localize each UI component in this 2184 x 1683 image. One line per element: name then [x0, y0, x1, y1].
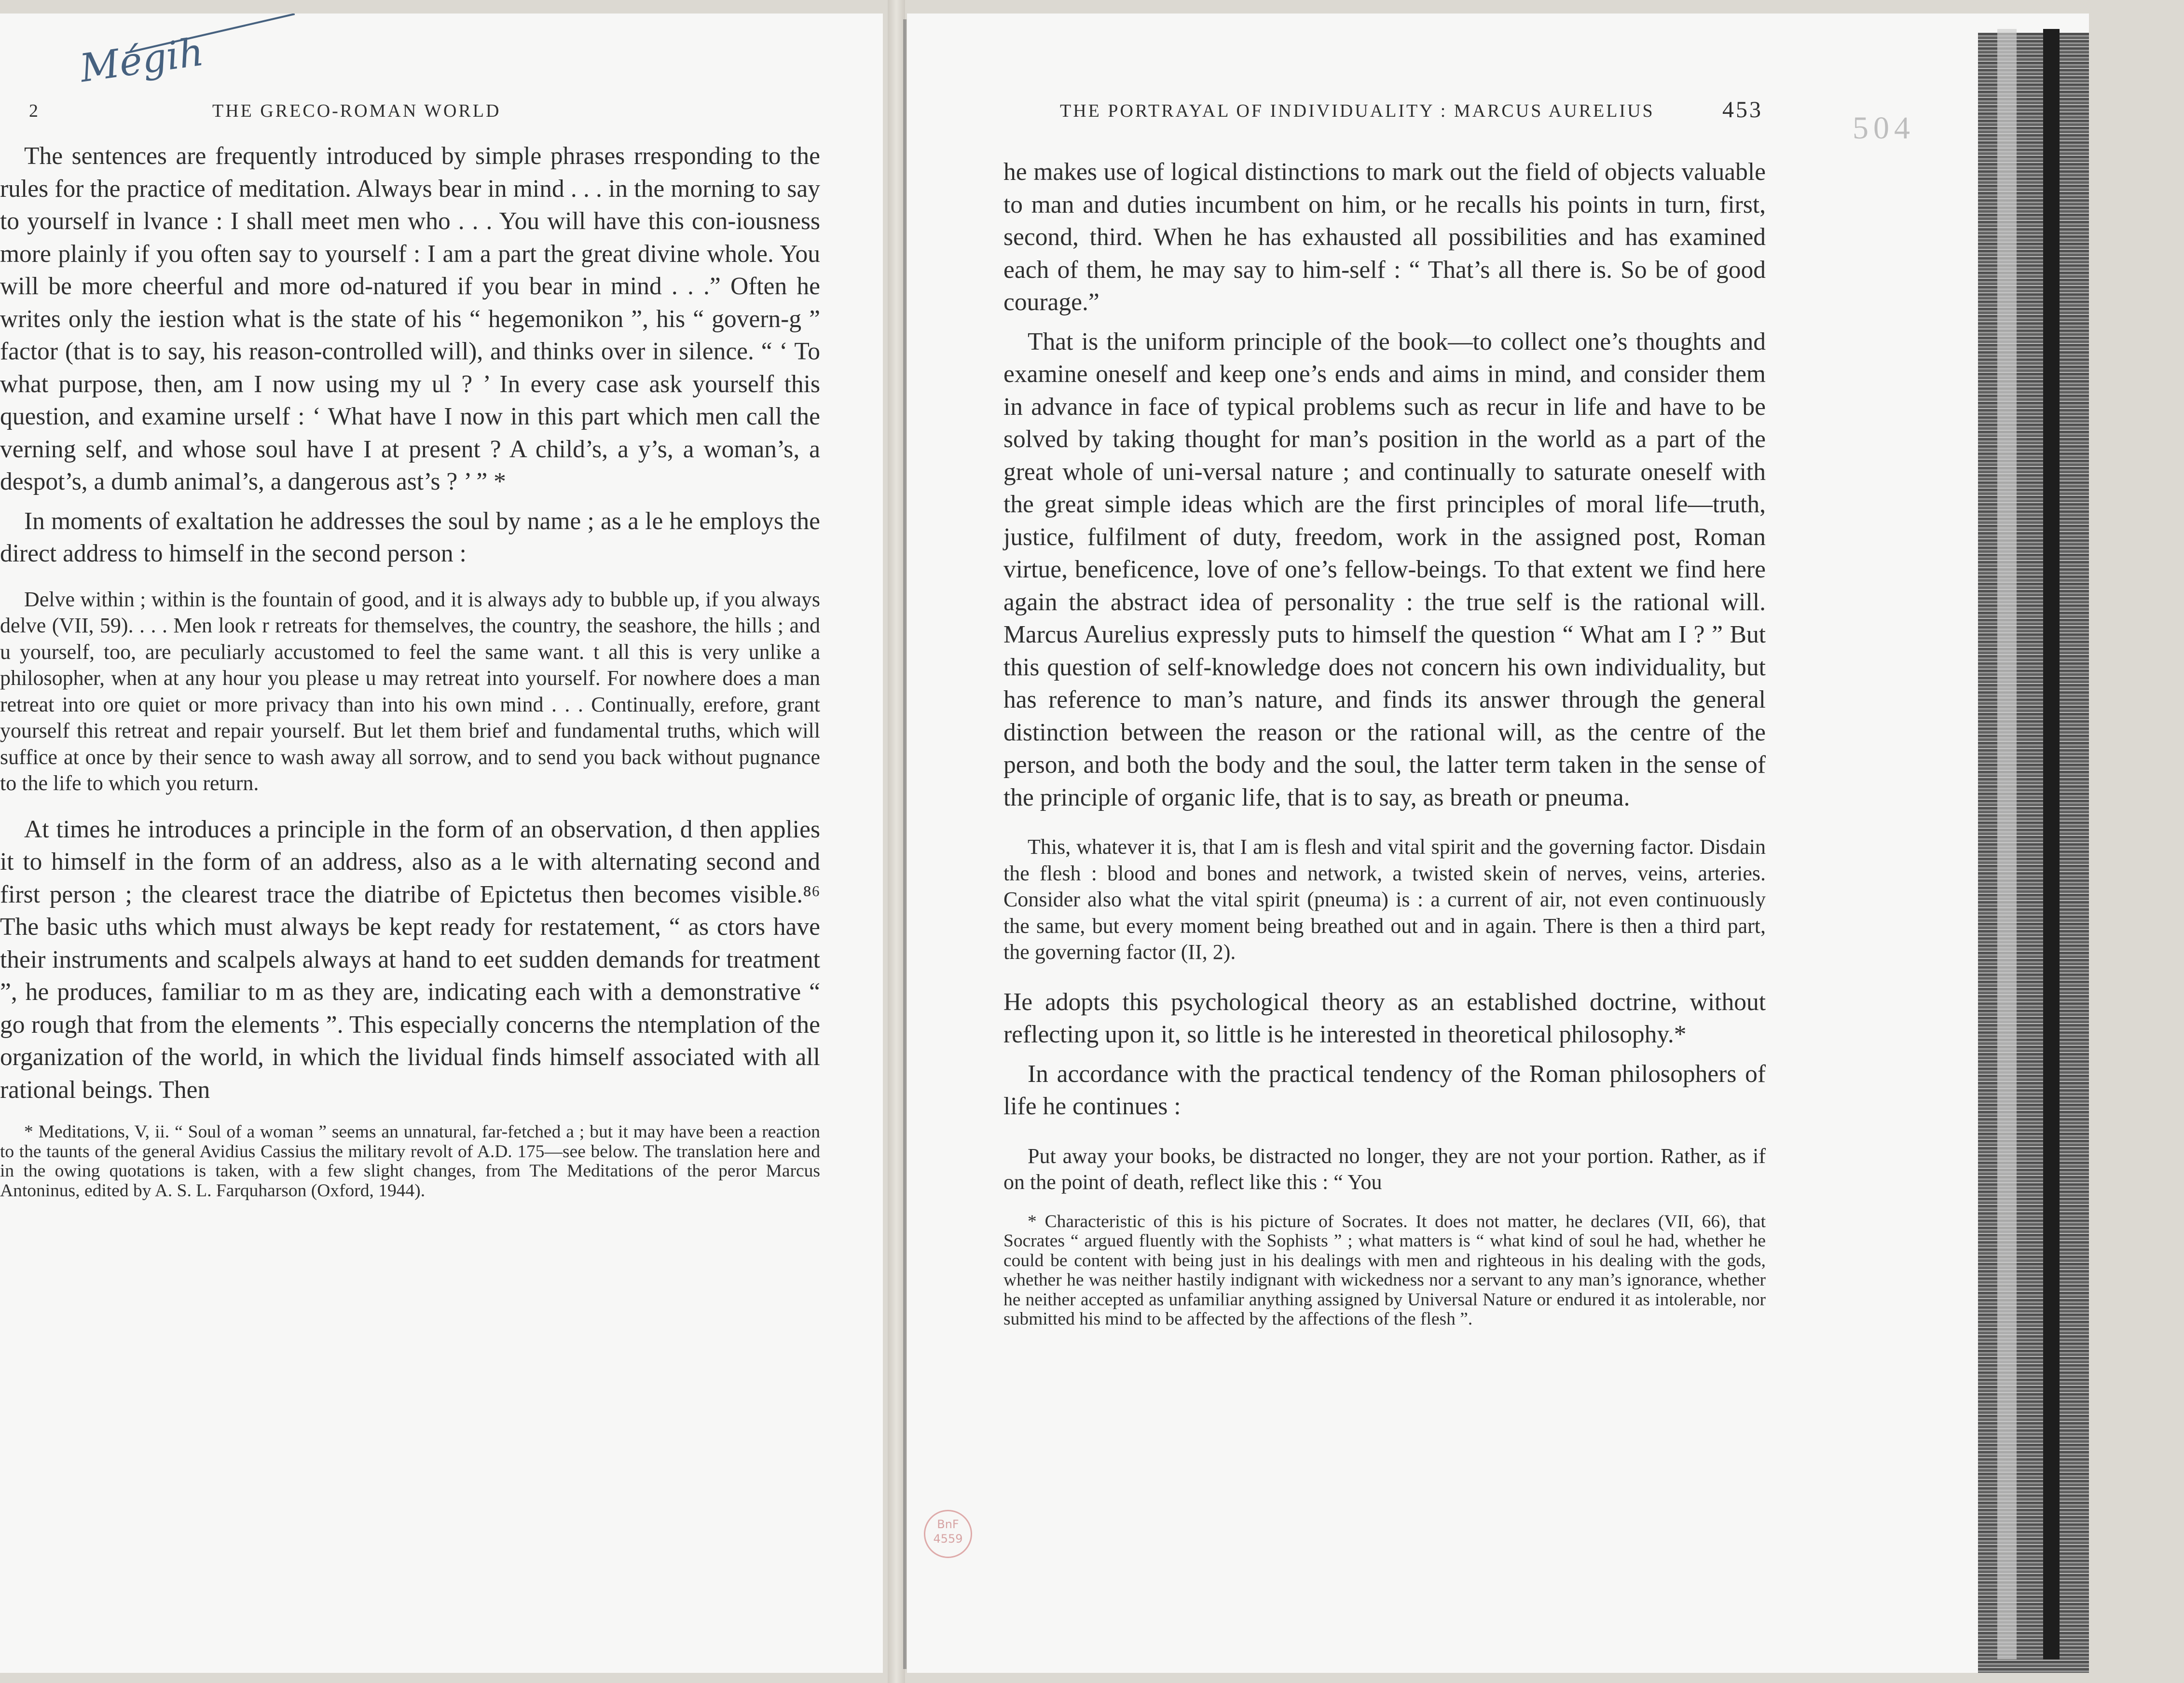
right-paragraph-1: he makes use of logical distinctions to mark out the field of objects valuable to man and duties incumbent on him, or he recalls his points in turn, first, second, third. When he has exhausted all possibilities and has examined each of them, he may say to him-self : “ That’s all there is. So be of good courage.” [1003, 158, 1766, 316]
library-stamp: BnF 4559 [924, 1510, 972, 1558]
scanned-edge-band [1978, 33, 2089, 1673]
right-paragraph-4: In accordance with the practical tendency of the Roman philosophers of life he continues : [1003, 1060, 1766, 1120]
stamped-folio-number: 504 [1853, 110, 1915, 146]
left-footnote: * Meditations, V, ii. “ Soul of a woman ” seems an unnatural, far-fetched a ; but it may have been a reaction to the taunts of the general Avidius Cassius the military revolt of A.D. 175—see below. The translation here and in the owing quotations is taken, with a few slight changes, from The Meditations of the peror Marcus Antoninus, edited by A. S. L. Farquharson (Oxford, 1944). [0, 1122, 820, 1201]
left-running-head: THE GRECO-ROMAN WORLD [212, 101, 501, 121]
scanned-edge-highlight [1997, 29, 2017, 1659]
book-gutter [888, 0, 905, 1683]
left-page [0, 14, 883, 1673]
left-paragraph-1: The sentences are frequently introduced by simple phrases rresponding to the rules for the practice of meditation. Always bear in mind . . . in the morning to say to yourself in lvance : I shall meet men who . . . You will have this con-iousness more plainly if you often say to yourself : I am a part the great divine whole. You will be more cheerful and more od-natured if you bear in mind . . .” Often he writes only the iestion what is the state of his “ hegemonikon ”, his “ govern-g ” factor (that is to say, his reason-controlled will), and thinks over in silence. “ ‘ To what purpose, then, am I now using my ul ? ’ In every case ask yourself this question, and examine urself : ‘ What have I now in this part which men call the verning self, and whose soul have I at present ? A child’s, a y’s, a woman’s, a despot’s, a dumb animal’s, a dangerous ast’s ? ’ ” * [0, 142, 820, 495]
left-block-quote: Delve within ; within is the fountain of good, and it is always ady to bubble up, if you always delve (VII, 59). . . . Men look r retreats for themselves, the country, the seashore, the hills ; and u yourself, too, are peculiarly accustomed to feel the same want. t all this is very unlike a philosopher, when at any hour you please u may retreat into yourself. For nowhere does a man retreat into ore quiet or more privacy than into his own mind . . . Continually, erefore, grant yourself this retreat and repair yourself. But let them brief and fundamental truths, which will suffice at once by their sence to wash away all sorrow, and to send you back without pugnance to the life to which you return. [0, 587, 820, 795]
left-paragraph-2: In moments of exaltation he addresses the soul by name ; as a le he employs the direct address to himself in the second person : [0, 507, 820, 567]
left-text-column [0, 140, 820, 1201]
right-footnote: * Characteristic of this is his picture of Socrates. It does not matter, he declares (VII, 66), that Socrates “ argued fluently with the Sophists ” ; what matters is “ what kind of soul he had, whether he could be content with being just in his dealings with men and righteous in his dealing with the gods, whether he was neither hastily indignant with wickedness nor a servant to any man’s ignorance, whether he neither accepted as unfamiliar anything assigned by Universal Nature or endured it as intolerable, nor submitted his mind to be affected by the affections of the flesh ”. [1003, 1211, 1766, 1329]
left-paragraph-3: At times he introduces a principle in the form of an observation, d then applies it to himself in the form of an address, also as a le with alternating second and first person ; the clearest trace the diatribe of Epictetus then becomes visible.⁸⁶ The basic uths which must always be kept ready for restatement, “ as ctors have their instruments and scalpels always at hand to eet sudden demands for treatment ”, he produces, familiar to m as they are, indicating each with a demonstrative “ go rough that from the elements ”. This especially concerns the ntemplation of the organization of the world, in which the lividual finds himself associated with all rational beings. Then [0, 815, 820, 1104]
page-fold-line [903, 19, 907, 1669]
right-block-quote-1: This, whatever it is, that I am is flesh and vital spirit and the governing factor. Disdain the flesh : blood and bones and network, a twisted skein of nerves, veins, arteries. Consider also what the vital spirit (pneuma) is : a current of air, not even continuously the same, but every moment being breathed out and in again. There is then a third part, the governing factor (II, 2). [1003, 835, 1766, 964]
left-page-number: 2 [29, 101, 40, 121]
right-paragraph-2: That is the uniform principle of the book—to collect one’s thoughts and examine oneself and keep one’s ends and aims in mind, and consider them in advance in face of typical problems such as recur in life and have to be solved by taking thought for man’s position in the world as a part of the great whole of uni-versal nature ; and continually to saturate oneself with the great simple ideas which are the first principles of moral life—truth, justice, fulfilment of duty, freedom, work in the assigned post, Roman virtue, beneficence, love of one’s fellow-beings. To that extent we find here again the abstract idea of personality : the true self is the rational will. Marcus Aurelius expressly puts to himself the question “ What am I ? ” But this question of self-knowledge does not concern his own individuality, but has reference to man’s nature, and finds its answer through the general distinction between the reason or the rational will, as the centre of the person, and both the body and the soul, the latter term taken in the sense of the principle of organic life, that is to say, as breath or pneuma. [1003, 328, 1766, 811]
right-running-head: THE PORTRAYAL OF INDIVIDUALITY : MARCUS AURELIUS [1060, 101, 1655, 121]
handwritten-stroke [125, 14, 295, 54]
right-paragraph-3: He adopts this psychological theory as an established doctrine, without reflecting upon it, so little is he interested in theoretical philosophy.* [1003, 988, 1766, 1048]
scanned-edge-bar [2043, 29, 2060, 1659]
right-block-quote-2: Put away your books, be distracted no longer, they are not your portion. Rather, as if on the point of death, reflect like this : “ You [1003, 1144, 1766, 1194]
handwritten-note: Mégih [77, 29, 206, 91]
right-page [907, 14, 2089, 1673]
right-page-number: 453 [1722, 97, 1763, 123]
right-text-column [1003, 156, 1766, 1329]
